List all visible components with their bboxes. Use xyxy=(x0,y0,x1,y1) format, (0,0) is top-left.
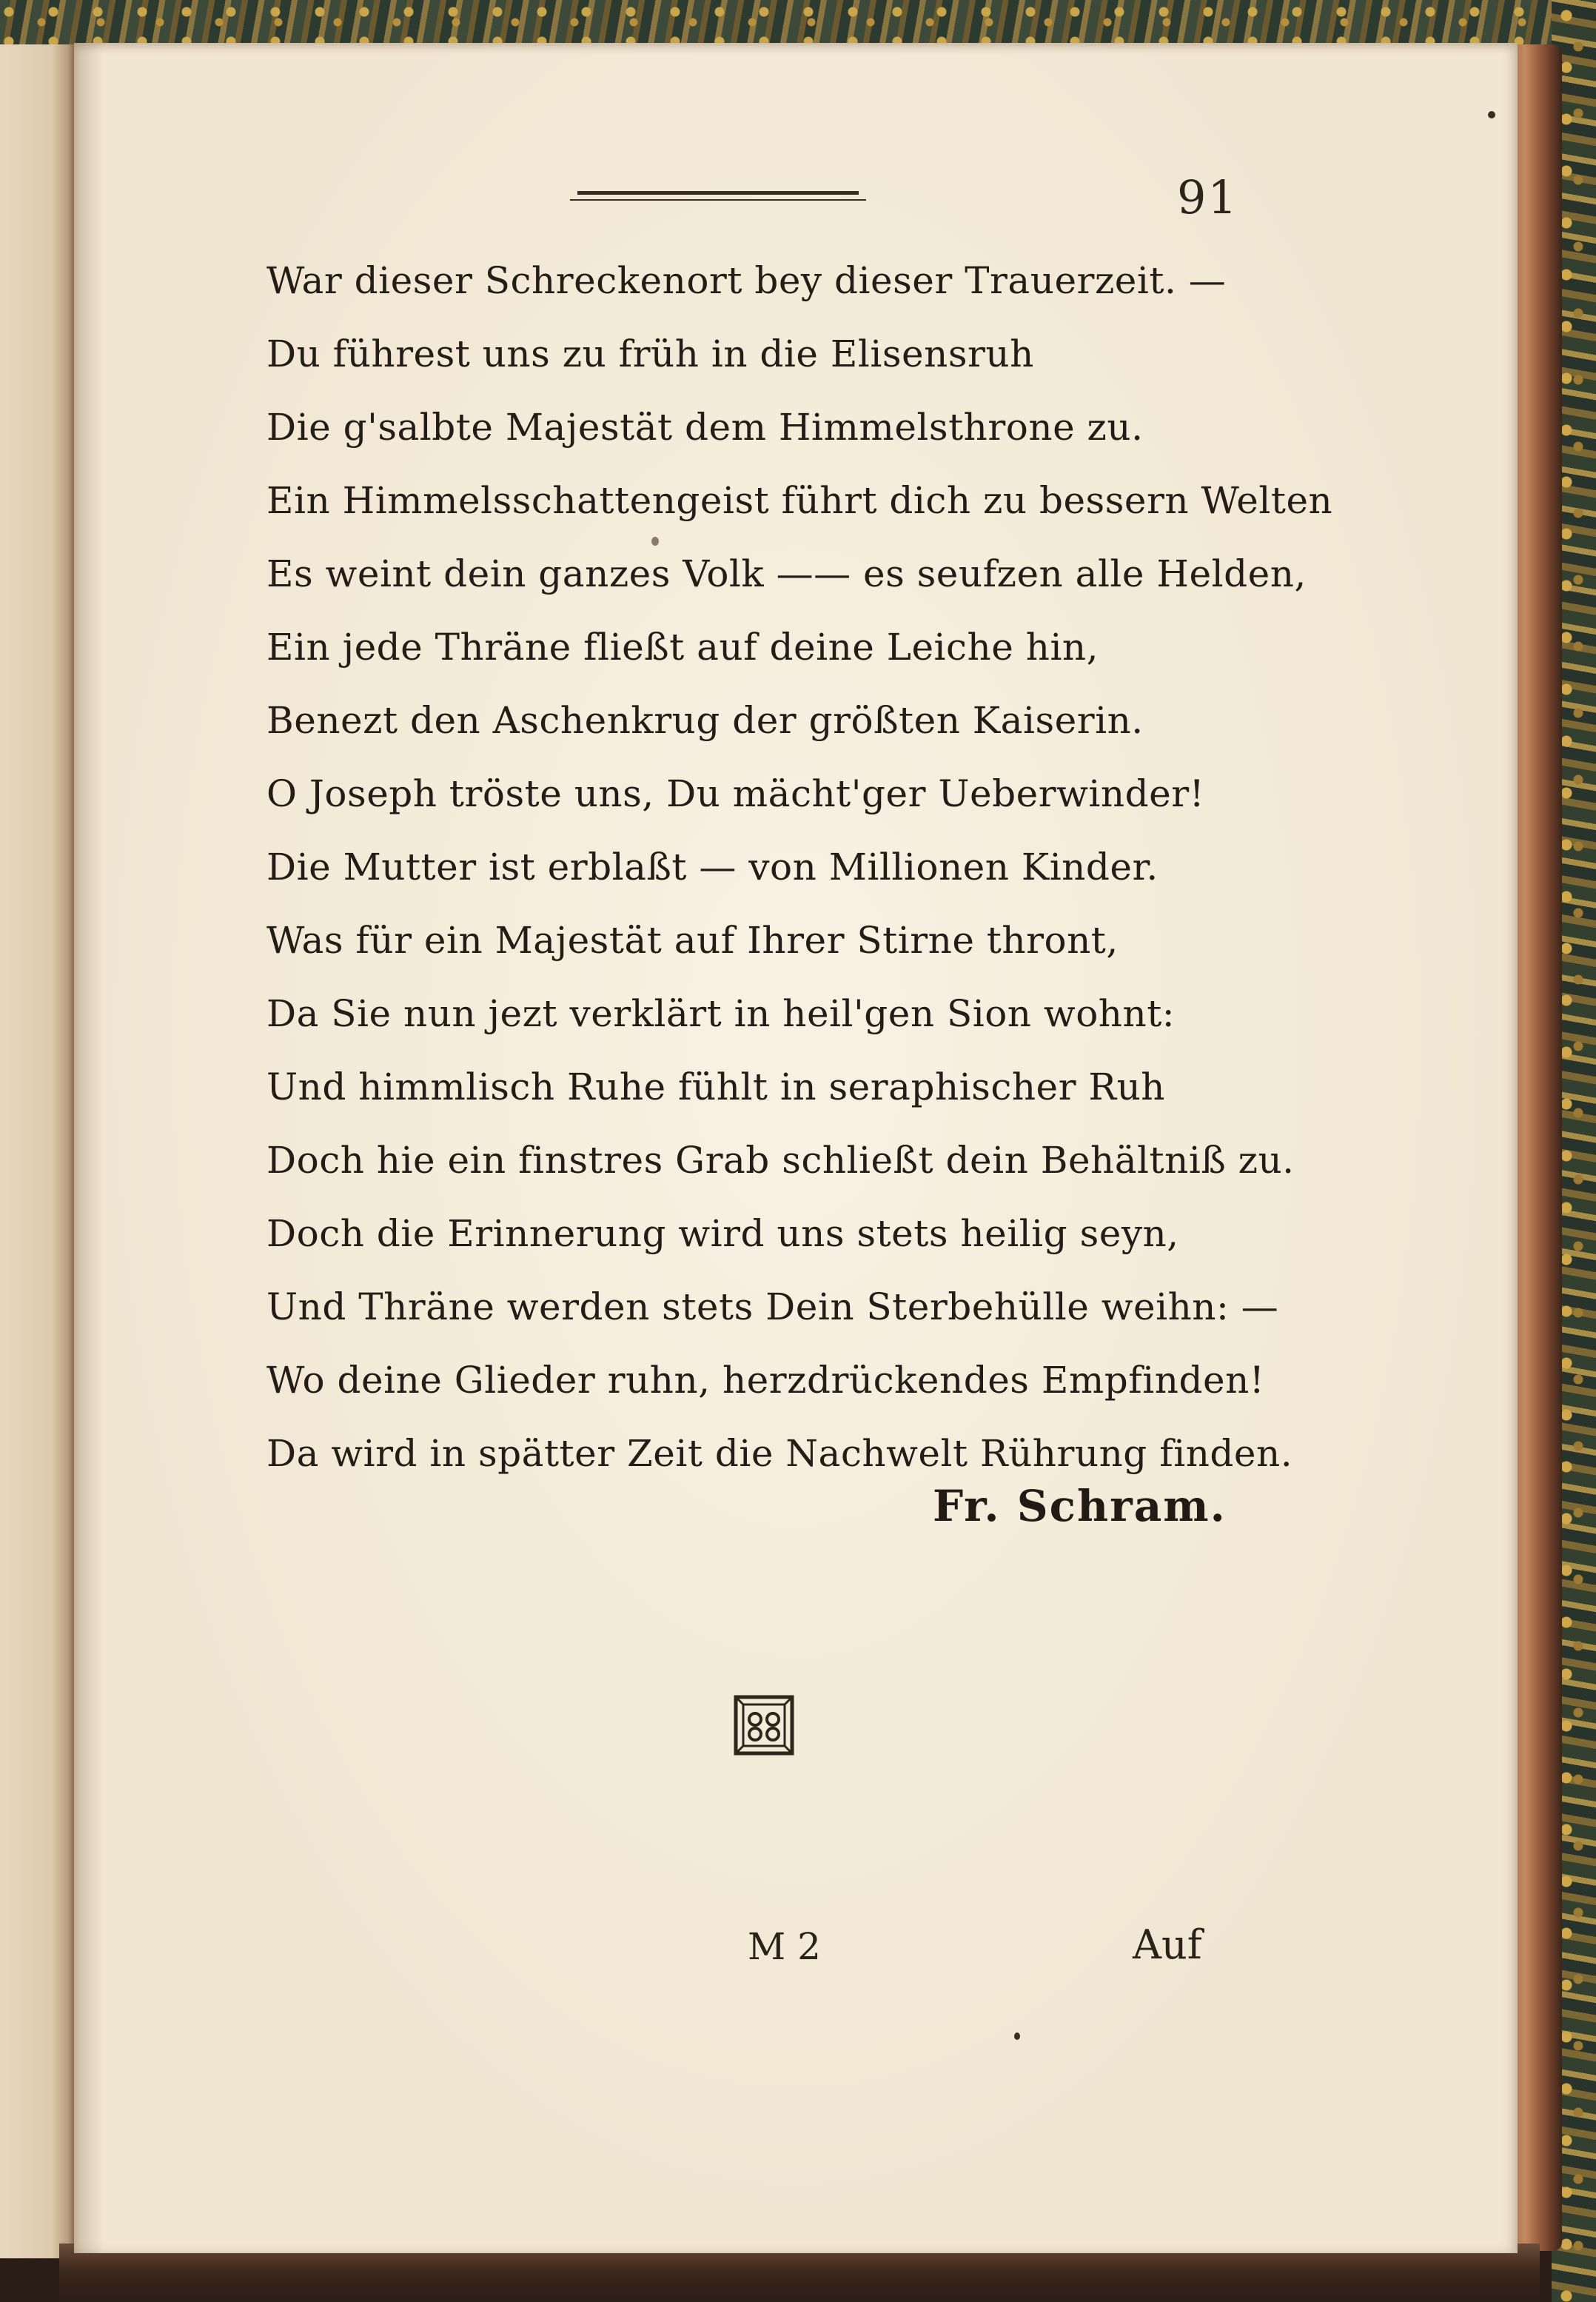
paper-speck xyxy=(651,537,659,546)
page-number: 91 xyxy=(1177,170,1238,224)
poem-line: Was für ein Majestät auf Ihrer Stirne thront, xyxy=(266,919,1119,962)
author-signature: Fr. Schram. xyxy=(933,1481,1227,1531)
poem-line: War dieser Schreckenort bey dieser Trauerzeit. — xyxy=(266,259,1227,302)
poem-line: Die Mutter ist erblaßt — von Millionen Kinder. xyxy=(266,846,1159,889)
poem-line: Du führest uns zu früh in die Elisensruh xyxy=(266,332,1034,375)
poem-line: Es weint dein ganzes Volk —— es seufzen alle Helden, xyxy=(266,552,1307,595)
poem-line: Und Thräne werden stets Dein Sterbehülle weihn: — xyxy=(266,1285,1279,1328)
poem-line: Und himmlisch Ruhe fühlt in seraphischer Ruh xyxy=(266,1065,1165,1108)
header-rule-thick xyxy=(577,191,859,195)
facing-page-edge xyxy=(0,44,74,2258)
printer-signature-mark: M 2 xyxy=(748,1925,821,1968)
poem-line: Die g'salbte Majestät dem Himmelsthrone zu. xyxy=(266,406,1144,449)
poem-line: Ein jede Thräne fließt auf deine Leiche hin, xyxy=(266,626,1099,669)
poem-line: Doch hie ein finstres Grab schließt dein Behältniß zu. xyxy=(266,1139,1295,1182)
poem-line: Da Sie nun jezt verklärt in heil'gen Sion wohnt: xyxy=(266,992,1176,1035)
printer-ornament-icon xyxy=(733,1694,795,1756)
paper-speck xyxy=(1014,2032,1020,2040)
poem-line: Da wird in spätter Zeit die Nachwelt Rührung finden. xyxy=(266,1432,1293,1475)
poem-line: Wo deine Glieder ruhn, herzdrückendes Empfinden! xyxy=(266,1359,1265,1402)
paper-speck xyxy=(1488,111,1495,118)
poem-line: Benezt den Aschenkrug der größten Kaiserin. xyxy=(266,699,1144,742)
header-rule-thin xyxy=(570,199,866,201)
header-double-rule xyxy=(570,191,866,201)
poem-line: O Joseph tröste uns, Du mächt'ger Ueberwinder! xyxy=(266,772,1205,815)
poem-line: Ein Himmelsschattengeist führt dich zu bessern Welten xyxy=(266,479,1333,522)
poem-line: Doch die Erinnerung wird uns stets heilig seyn, xyxy=(266,1212,1179,1255)
catchword: Auf xyxy=(1133,1921,1202,1968)
poem-text xyxy=(266,244,1333,1490)
